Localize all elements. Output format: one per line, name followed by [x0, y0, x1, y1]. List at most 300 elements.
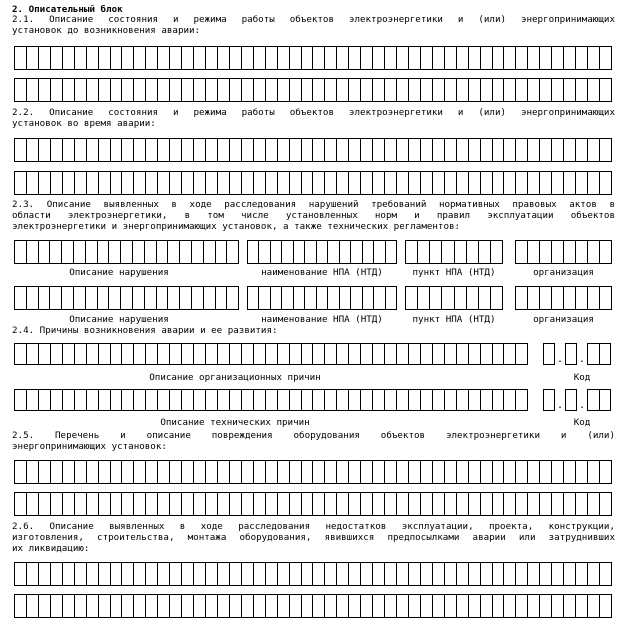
input-cell[interactable] [373, 286, 384, 310]
input-cell[interactable] [169, 78, 181, 102]
input-cell[interactable] [551, 492, 563, 516]
input-cell[interactable] [229, 460, 241, 484]
input-cell[interactable] [301, 46, 313, 70]
input-cell[interactable] [74, 594, 86, 618]
input-cell[interactable] [372, 343, 384, 365]
input-cell[interactable] [503, 46, 515, 70]
input-cell[interactable] [193, 171, 205, 195]
input-cell[interactable] [384, 594, 396, 618]
input-cell[interactable] [503, 138, 515, 162]
input-cell[interactable] [289, 138, 301, 162]
input-cell[interactable] [270, 286, 281, 310]
input-cell[interactable] [26, 389, 38, 411]
input-cell[interactable] [444, 171, 456, 195]
input-cell[interactable] [181, 138, 193, 162]
input-cell[interactable] [587, 286, 599, 310]
input-cell[interactable] [226, 286, 239, 310]
input-cell[interactable] [86, 343, 98, 365]
input-cell[interactable] [181, 171, 193, 195]
input-cell[interactable] [312, 138, 324, 162]
input-cell[interactable] [289, 594, 301, 618]
input-cell[interactable] [405, 240, 417, 264]
input-cell[interactable] [373, 240, 384, 264]
input-cell[interactable] [26, 46, 38, 70]
input-cell[interactable] [86, 171, 98, 195]
input-cell[interactable] [277, 492, 289, 516]
input-cell[interactable] [432, 343, 444, 365]
input-cell[interactable] [360, 343, 372, 365]
input-cell[interactable] [429, 286, 441, 310]
input-cell[interactable] [217, 171, 229, 195]
input-cell[interactable] [515, 594, 527, 618]
input-cell[interactable] [454, 240, 466, 264]
input-cell[interactable] [193, 46, 205, 70]
input-cell[interactable] [181, 594, 193, 618]
input-cell[interactable] [372, 460, 384, 484]
input-cell[interactable] [408, 594, 420, 618]
input-cell[interactable] [145, 594, 157, 618]
input-cell[interactable] [49, 286, 61, 310]
input-cell[interactable] [73, 286, 85, 310]
input-cell[interactable] [26, 78, 38, 102]
input-cell[interactable] [527, 460, 539, 484]
input-cell[interactable] [372, 562, 384, 586]
s23-org-cells-2[interactable] [515, 286, 612, 310]
input-cell[interactable] [492, 389, 504, 411]
input-cell[interactable] [120, 286, 132, 310]
input-cell[interactable] [277, 460, 289, 484]
input-cell[interactable] [432, 562, 444, 586]
input-cell[interactable] [515, 286, 527, 310]
input-cell[interactable] [444, 594, 456, 618]
input-cell[interactable] [575, 286, 587, 310]
input-cell[interactable] [110, 562, 122, 586]
input-cell[interactable] [301, 78, 313, 102]
input-cell[interactable] [563, 594, 575, 618]
input-cell[interactable] [312, 562, 324, 586]
input-cell[interactable] [133, 594, 145, 618]
input-cell[interactable] [253, 343, 265, 365]
input-cell[interactable] [265, 594, 277, 618]
input-cell[interactable] [587, 562, 599, 586]
input-cell[interactable] [527, 46, 539, 70]
input-cell[interactable] [360, 492, 372, 516]
input-cell[interactable] [348, 594, 360, 618]
input-cell[interactable] [157, 460, 169, 484]
input-cell[interactable] [167, 286, 179, 310]
input-cell[interactable] [503, 460, 515, 484]
input-cell[interactable] [420, 492, 432, 516]
input-cell[interactable] [265, 78, 277, 102]
input-cell[interactable] [144, 286, 156, 310]
input-cell[interactable] [98, 171, 110, 195]
input-cell[interactable] [456, 460, 468, 484]
input-cell[interactable] [26, 343, 38, 365]
input-cell[interactable] [456, 492, 468, 516]
input-cell[interactable] [193, 562, 205, 586]
input-cell[interactable] [169, 492, 181, 516]
input-cell[interactable] [14, 562, 26, 586]
input-cell[interactable] [551, 138, 563, 162]
input-cell[interactable] [179, 286, 191, 310]
input-cell[interactable] [289, 78, 301, 102]
input-cell[interactable] [384, 389, 396, 411]
input-cell[interactable] [26, 594, 38, 618]
input-cell[interactable] [62, 78, 74, 102]
input-cell[interactable] [301, 389, 313, 411]
input-cell[interactable] [121, 343, 133, 365]
input-cell[interactable] [420, 389, 432, 411]
input-cell[interactable] [492, 562, 504, 586]
input-cell[interactable] [289, 460, 301, 484]
input-cell[interactable] [324, 343, 336, 365]
input-cell[interactable] [229, 343, 241, 365]
input-cell[interactable] [50, 594, 62, 618]
input-cell[interactable] [527, 138, 539, 162]
input-cell[interactable] [336, 389, 348, 411]
input-cell[interactable] [169, 46, 181, 70]
input-cell[interactable] [599, 240, 612, 264]
input-cell[interactable] [74, 138, 86, 162]
code-cell[interactable] [543, 389, 555, 411]
input-cell[interactable] [408, 138, 420, 162]
input-cell[interactable] [478, 286, 490, 310]
input-cell[interactable] [492, 460, 504, 484]
input-cell[interactable] [441, 240, 453, 264]
input-cell[interactable] [26, 138, 38, 162]
input-cell[interactable] [348, 78, 360, 102]
input-cell[interactable] [205, 171, 217, 195]
s24-org-code[interactable] [543, 343, 611, 365]
input-cell[interactable] [14, 171, 26, 195]
input-cell[interactable] [145, 46, 157, 70]
input-cell[interactable] [515, 389, 528, 411]
input-cell[interactable] [157, 492, 169, 516]
input-cell[interactable] [312, 492, 324, 516]
input-cell[interactable] [110, 594, 122, 618]
input-cell[interactable] [108, 286, 120, 310]
input-cell[interactable] [360, 138, 372, 162]
s23-npa-cells-1[interactable] [247, 240, 397, 264]
input-cell[interactable] [432, 460, 444, 484]
input-cell[interactable] [157, 46, 169, 70]
input-cell[interactable] [503, 492, 515, 516]
input-cell[interactable] [336, 46, 348, 70]
input-cell[interactable] [97, 240, 109, 264]
s23-violation-cells-2[interactable] [14, 286, 239, 310]
input-cell[interactable] [229, 171, 241, 195]
input-cell[interactable] [372, 78, 384, 102]
input-cell[interactable] [372, 138, 384, 162]
input-cell[interactable] [62, 460, 74, 484]
input-cell[interactable] [253, 138, 265, 162]
input-cell[interactable] [324, 138, 336, 162]
input-cell[interactable] [575, 240, 587, 264]
input-cell[interactable] [396, 492, 408, 516]
s21-cells-row2[interactable] [14, 78, 612, 102]
input-cell[interactable] [324, 78, 336, 102]
input-cell[interactable] [348, 138, 360, 162]
input-cell[interactable] [599, 138, 612, 162]
input-cell[interactable] [327, 286, 338, 310]
input-cell[interactable] [575, 492, 587, 516]
input-cell[interactable] [110, 46, 122, 70]
input-cell[interactable] [193, 343, 205, 365]
input-cell[interactable] [193, 492, 205, 516]
input-cell[interactable] [74, 492, 86, 516]
input-cell[interactable] [503, 389, 515, 411]
input-cell[interactable] [253, 562, 265, 586]
input-cell[interactable] [121, 171, 133, 195]
input-cell[interactable] [385, 240, 397, 264]
input-cell[interactable] [527, 240, 539, 264]
input-cell[interactable] [551, 46, 563, 70]
input-cell[interactable] [265, 171, 277, 195]
input-cell[interactable] [277, 594, 289, 618]
input-cell[interactable] [420, 594, 432, 618]
input-cell[interactable] [312, 594, 324, 618]
input-cell[interactable] [444, 46, 456, 70]
input-cell[interactable] [205, 343, 217, 365]
input-cell[interactable] [215, 240, 227, 264]
input-cell[interactable] [408, 46, 420, 70]
input-cell[interactable] [396, 78, 408, 102]
input-cell[interactable] [62, 343, 74, 365]
input-cell[interactable] [26, 460, 38, 484]
input-cell[interactable] [312, 389, 324, 411]
input-cell[interactable] [205, 138, 217, 162]
input-cell[interactable] [14, 46, 26, 70]
input-cell[interactable] [348, 460, 360, 484]
input-cell[interactable] [145, 171, 157, 195]
input-cell[interactable] [360, 562, 372, 586]
input-cell[interactable] [217, 562, 229, 586]
input-cell[interactable] [575, 138, 587, 162]
input-cell[interactable] [156, 240, 168, 264]
input-cell[interactable] [360, 389, 372, 411]
input-cell[interactable] [50, 138, 62, 162]
input-cell[interactable] [432, 78, 444, 102]
input-cell[interactable] [444, 343, 456, 365]
input-cell[interactable] [14, 138, 26, 162]
input-cell[interactable] [587, 78, 599, 102]
input-cell[interactable] [110, 460, 122, 484]
input-cell[interactable] [360, 46, 372, 70]
input-cell[interactable] [539, 562, 551, 586]
input-cell[interactable] [348, 46, 360, 70]
input-cell[interactable] [132, 240, 144, 264]
input-cell[interactable] [324, 46, 336, 70]
input-cell[interactable] [539, 78, 551, 102]
input-cell[interactable] [339, 240, 350, 264]
input-cell[interactable] [167, 240, 179, 264]
input-cell[interactable] [133, 492, 145, 516]
input-cell[interactable] [50, 460, 62, 484]
input-cell[interactable] [253, 492, 265, 516]
input-cell[interactable] [420, 171, 432, 195]
input-cell[interactable] [50, 78, 62, 102]
input-cell[interactable] [98, 46, 110, 70]
input-cell[interactable] [121, 460, 133, 484]
input-cell[interactable] [50, 492, 62, 516]
input-cell[interactable] [432, 138, 444, 162]
input-cell[interactable] [301, 562, 313, 586]
input-cell[interactable] [563, 492, 575, 516]
input-cell[interactable] [181, 343, 193, 365]
input-cell[interactable] [492, 46, 504, 70]
input-cell[interactable] [587, 594, 599, 618]
input-cell[interactable] [336, 492, 348, 516]
input-cell[interactable] [281, 286, 292, 310]
input-cell[interactable] [551, 460, 563, 484]
input-cell[interactable] [205, 46, 217, 70]
input-cell[interactable] [50, 46, 62, 70]
code-cell[interactable] [587, 389, 599, 411]
input-cell[interactable] [336, 138, 348, 162]
input-cell[interactable] [157, 594, 169, 618]
input-cell[interactable] [110, 78, 122, 102]
input-cell[interactable] [492, 171, 504, 195]
input-cell[interactable] [169, 343, 181, 365]
input-cell[interactable] [454, 286, 466, 310]
input-cell[interactable] [217, 46, 229, 70]
input-cell[interactable] [336, 594, 348, 618]
input-cell[interactable] [253, 171, 265, 195]
input-cell[interactable] [145, 138, 157, 162]
input-cell[interactable] [157, 138, 169, 162]
input-cell[interactable] [85, 286, 97, 310]
input-cell[interactable] [133, 343, 145, 365]
input-cell[interactable] [480, 171, 492, 195]
input-cell[interactable] [417, 240, 429, 264]
input-cell[interactable] [156, 286, 168, 310]
input-cell[interactable] [420, 78, 432, 102]
s24-tech-causes-cells[interactable] [14, 389, 528, 411]
input-cell[interactable] [575, 594, 587, 618]
input-cell[interactable] [563, 138, 575, 162]
input-cell[interactable] [468, 460, 480, 484]
input-cell[interactable] [599, 594, 612, 618]
input-cell[interactable] [110, 343, 122, 365]
input-cell[interactable] [277, 138, 289, 162]
input-cell[interactable] [408, 389, 420, 411]
input-cell[interactable] [480, 138, 492, 162]
input-cell[interactable] [26, 562, 38, 586]
input-cell[interactable] [384, 78, 396, 102]
input-cell[interactable] [193, 138, 205, 162]
input-cell[interactable] [478, 240, 490, 264]
input-cell[interactable] [157, 389, 169, 411]
input-cell[interactable] [121, 78, 133, 102]
input-cell[interactable] [110, 389, 122, 411]
input-cell[interactable] [277, 171, 289, 195]
input-cell[interactable] [265, 460, 277, 484]
input-cell[interactable] [98, 78, 110, 102]
input-cell[interactable] [408, 492, 420, 516]
input-cell[interactable] [480, 460, 492, 484]
input-cell[interactable] [74, 389, 86, 411]
input-cell[interactable] [289, 171, 301, 195]
input-cell[interactable] [38, 594, 50, 618]
input-cell[interactable] [14, 78, 26, 102]
input-cell[interactable] [551, 286, 563, 310]
input-cell[interactable] [515, 562, 527, 586]
input-cell[interactable] [241, 562, 253, 586]
input-cell[interactable] [50, 343, 62, 365]
input-cell[interactable] [14, 343, 26, 365]
input-cell[interactable] [217, 594, 229, 618]
input-cell[interactable] [432, 594, 444, 618]
input-cell[interactable] [515, 492, 527, 516]
input-cell[interactable] [316, 240, 327, 264]
input-cell[interactable] [169, 389, 181, 411]
input-cell[interactable] [132, 286, 144, 310]
code-cell[interactable] [565, 389, 577, 411]
input-cell[interactable] [492, 492, 504, 516]
input-cell[interactable] [217, 460, 229, 484]
input-cell[interactable] [563, 46, 575, 70]
input-cell[interactable] [527, 78, 539, 102]
input-cell[interactable] [265, 138, 277, 162]
input-cell[interactable] [301, 492, 313, 516]
input-cell[interactable] [432, 389, 444, 411]
input-cell[interactable] [527, 492, 539, 516]
input-cell[interactable] [14, 389, 26, 411]
input-cell[interactable] [503, 171, 515, 195]
input-cell[interactable] [348, 343, 360, 365]
input-cell[interactable] [277, 46, 289, 70]
input-cell[interactable] [527, 171, 539, 195]
input-cell[interactable] [385, 286, 397, 310]
input-cell[interactable] [50, 389, 62, 411]
input-cell[interactable] [265, 562, 277, 586]
input-cell[interactable] [86, 562, 98, 586]
input-cell[interactable] [599, 286, 612, 310]
input-cell[interactable] [336, 562, 348, 586]
input-cell[interactable] [26, 286, 38, 310]
input-cell[interactable] [277, 78, 289, 102]
input-cell[interactable] [62, 138, 74, 162]
input-cell[interactable] [312, 78, 324, 102]
s25-cells-row1[interactable] [14, 460, 612, 484]
input-cell[interactable] [301, 171, 313, 195]
input-cell[interactable] [312, 460, 324, 484]
input-cell[interactable] [599, 46, 612, 70]
s26-cells-row1[interactable] [14, 562, 612, 586]
input-cell[interactable] [74, 78, 86, 102]
input-cell[interactable] [480, 594, 492, 618]
input-cell[interactable] [515, 460, 527, 484]
input-cell[interactable] [480, 46, 492, 70]
input-cell[interactable] [62, 389, 74, 411]
input-cell[interactable] [384, 171, 396, 195]
input-cell[interactable] [468, 594, 480, 618]
input-cell[interactable] [339, 286, 350, 310]
input-cell[interactable] [121, 46, 133, 70]
input-cell[interactable] [503, 594, 515, 618]
input-cell[interactable] [301, 594, 313, 618]
input-cell[interactable] [575, 46, 587, 70]
input-cell[interactable] [490, 240, 503, 264]
input-cell[interactable] [226, 240, 239, 264]
input-cell[interactable] [312, 343, 324, 365]
code-cell[interactable] [587, 343, 599, 365]
input-cell[interactable] [229, 492, 241, 516]
input-cell[interactable] [503, 78, 515, 102]
input-cell[interactable] [301, 460, 313, 484]
input-cell[interactable] [444, 562, 456, 586]
s23-point-cells-1[interactable] [405, 240, 503, 264]
